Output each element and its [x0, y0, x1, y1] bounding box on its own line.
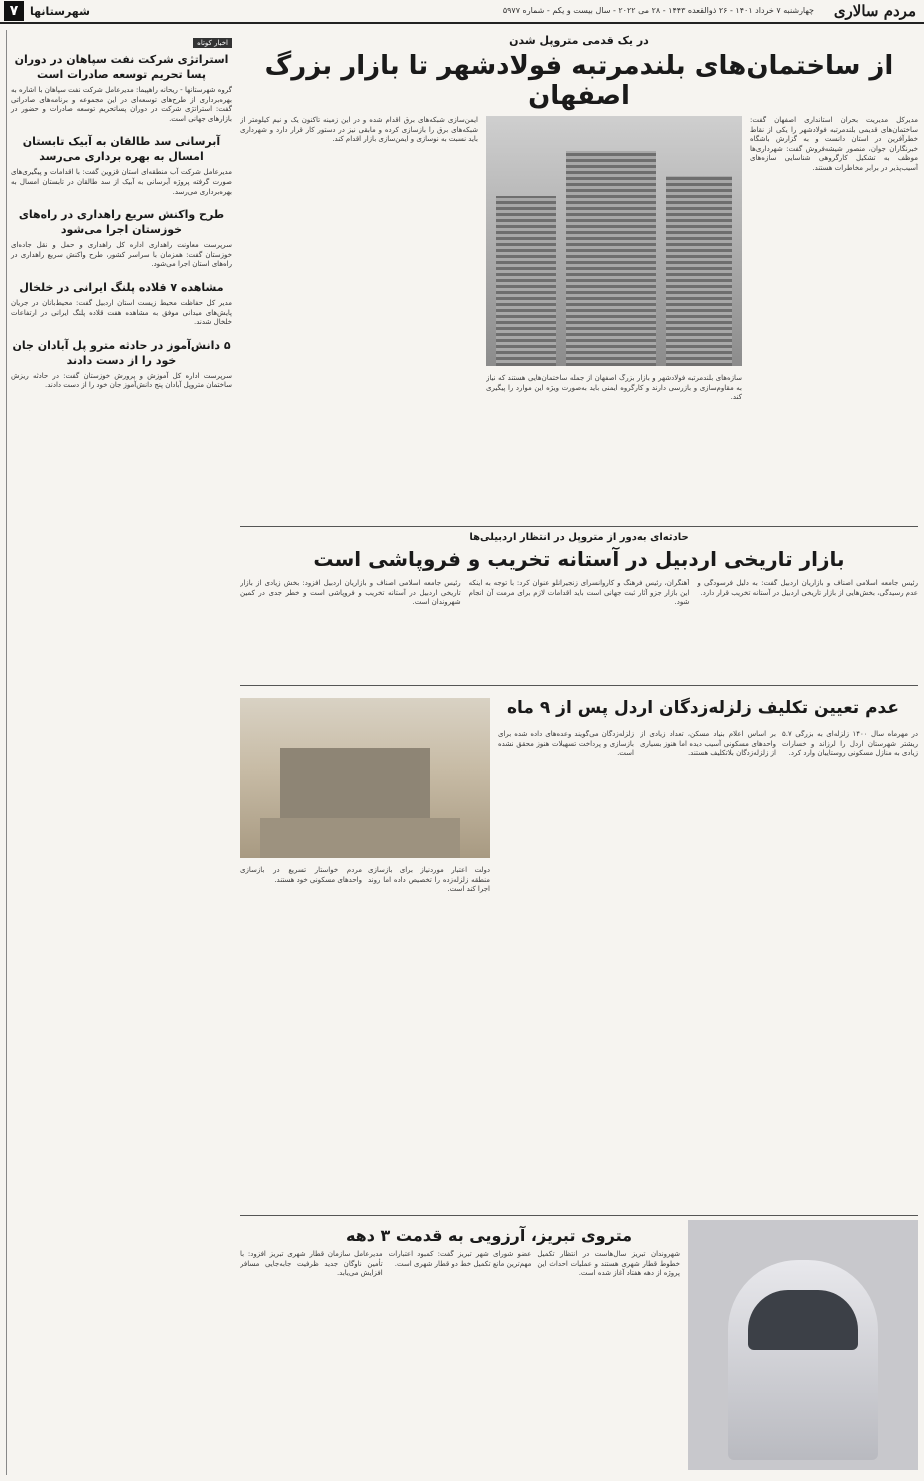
article1 [240, 116, 918, 524]
news-item-title[interactable]: مشاهده ۷ قلاده پلنگ ایرانی در خلخال [19, 280, 224, 294]
article4-column: شهروندان تبریز سال‌هاست در انتظار تکمیل خطوط قطار شهری هستند و عملیات احداث این پروژه از دهه هفتاد آغاز شده است. [537, 1250, 680, 1278]
news-item-lede: گروه شهرستانها - ریحانه راهپیما: مدیرعامل شرکت نفت سپاهان با اشاره به بهره‌برداری از طرح‌های توسعه‌ای در این مجموعه و برنامه‌های صادراتی گفت: استراتژی شرکت در دوران پساتحریم توسعه صادرات و حضور در بازارهای جهانی است. [11, 86, 232, 123]
news-item-lede: سرپرست معاونت راهداری اداره کل راهداری و حمل و نقل جاده‌ای خوزستان گفت: همزمان با سراسر کشور، طرح واکنش سریع راهداری در راه‌های استان اجرا می‌شود. [11, 241, 232, 269]
news-item-lede: مدیرعامل شرکت آب منطقه‌ای استان قزوین گفت: با اقدامات و پیگیری‌های صورت گرفته پروژه آبرسانی به آبیک از سد طالقان در تابستان امسال به بهره‌برداری می‌رسد. [11, 168, 232, 196]
news-item[interactable] [11, 338, 232, 391]
building-shape [566, 151, 656, 366]
article2-column: آهنگران، رئیس فرهنگ و کاروانسرای زنجیرانلو عنوان کرد: با توجه به اینکه این بازار جزو آثار ثبت جهانی است باید اقدامات لازم برای مرمت آن انجام شود. [468, 579, 690, 607]
news-item[interactable] [11, 280, 232, 328]
section-name: شهرستانها [30, 5, 90, 18]
news-item-title[interactable]: ۵ دانش‌آموز در حادثه مترو پل آبادان جان خود را از دست دادند [12, 338, 231, 367]
article2-columns [240, 579, 918, 671]
earthquake-damage-photo[interactable] [240, 698, 490, 858]
article2-headline[interactable]: بازار تاریخی اردبیل در آستانه تخریب و فروپاشی است [313, 547, 845, 571]
article1-column: ایمن‌سازی شبکه‌های برق اقدام شده و در این زمینه تاکنون یک و نیم کیلومتر از شبکه‌های برق را بازسازی کرده و مابقی نیز در دستور کار قرار دارد و شهرداری باید نسبت به نوسازی و ایمن‌سازی بازار اقدام کند. [240, 116, 478, 144]
article3-column: دولت اعتبار موردنیاز برای بازسازی منطقه زلزله‌زده را تخصیص داده اما روند اجرا کند است. [368, 866, 490, 894]
page-number: ۷ [4, 1, 24, 21]
news-item[interactable] [11, 52, 232, 124]
article3-column: زلزله‌زدگان می‌گویند وعده‌های داده شده برای بازسازی و پرداخت تسهیلات هنوز محقق نشده است. [498, 730, 634, 758]
news-item-lede: مدیر کل حفاظت محیط زیست استان اردبیل گفت: محیط‌بانان در جریان پایش‌های میدانی موفق به مشاهده هفت قلاده پلنگ ایرانی در ارتفاعات خلخال شدند. [11, 298, 232, 327]
article3-column: مردم خواستار تسریع در بازسازی واحدهای مسکونی خود هستند. [240, 866, 362, 884]
article4-columns [240, 1250, 680, 1475]
rubble-shape [260, 818, 460, 858]
article4-column: مدیرعامل سازمان قطار شهری تبریز افزود: با تأمین ناوگان جدید ظرفیت جابه‌جایی مسافر افزایش می‌یابد. [239, 1250, 383, 1278]
divider [240, 526, 918, 527]
masthead [0, 0, 924, 24]
news-item[interactable] [11, 134, 232, 197]
news-item-lede: سرپرست اداره کل آموزش و پرورش خوزستان گفت: در حادثه ریزش ساختمان متروپل آبادان پنج دانش‌آموز جان خود را از دست دادند. [11, 371, 232, 390]
metro-train-photo[interactable] [688, 1220, 918, 1470]
article3-headline[interactable]: عدم تعیین تکلیف زلزله‌زدگان اردل پس از ۹ ماه [507, 698, 899, 718]
damaged-wall-shape [280, 748, 430, 818]
building-shape [666, 176, 732, 366]
article1-headline[interactable]: از ساختمان‌های بلندمرتبه فولادشهر تا بازار بزرگ اصفهان [264, 51, 894, 111]
newspaper-logo: مردم سالاری [833, 2, 916, 20]
article2-column: رئیس جامعه اسلامی اصناف و بازاریان اردبیل گفت: به دلیل فرسودگی و عدم رسیدگی، بخش‌هایی از بازار تاریخی اردبیل در آستانه تخریب قرار دارد. [697, 579, 918, 597]
article4-column: عضو شورای شهر تبریز گفت: کمبود اعتبارات مهم‌ترین مانع تکمیل خط دو قطار شهری است. [388, 1250, 532, 1268]
article3-columns [498, 730, 918, 1210]
building-shape [496, 196, 556, 366]
article1-column: سازه‌های بلندمرتبه فولادشهر و بازار بزرگ اصفهان از جمله ساختمان‌هایی هستند که نیاز به مقاوم‌سازی و بازرسی دارند و کارگروه ایمنی باید به‌صورت ویژه این موارد را پیگیری کند. [486, 374, 742, 402]
news-item[interactable] [11, 207, 232, 270]
train-window-shape [748, 1290, 858, 1350]
article2-kicker: حادثه‌ای به‌دور از متروپل در انتظار اردبیلی‌ها [469, 532, 689, 543]
article3-column: در مهرماه سال ۱۴۰۰ زلزله‌ای به بزرگی ۵.۷ ریشتر شهرستان اردل را لرزاند و خسارات زیادی به منازل مسکونی روستاییان وارد کرد. [782, 730, 918, 758]
article1-column: مدیرکل مدیریت بحران استانداری اصفهان گفت: ساختمان‌های قدیمی بلندمرتبه فولادشهر را یکی از نقاط خطرآفرین در استان دانست و به گزارش باشگاه خبرنگاران جوان، منصور شیشه‌فروش گفت: شهرداری‌ها موظف به تشکیل کارگروهی شناسایی سازه‌های آسیب‌پذیر در برابر مخاطرات هستند. [750, 116, 918, 172]
divider [240, 1215, 918, 1216]
article2-column: رئیس جامعه اسلامی اصناف و بازاریان اردبیل افزود: بخش زیادی از بازار تاریخی اردبیل در آستانه تخریب و فروپاشی است و خطر جدی در کمین شهروندان است. [239, 579, 461, 607]
news-item-title[interactable]: آبرسانی سد طالقان به آبیک تابستان امسال به بهره برداری می‌رسد [22, 135, 221, 164]
news-item-title[interactable]: طرح واکنش سریع راهداری در راه‌های خوزستان اجرا می‌شود [18, 208, 225, 237]
news-item-title[interactable]: استراتژی شرکت نفت سپاهان در دوران پسا تحریم توسعه صادرات است [14, 53, 229, 81]
highrise-buildings-photo[interactable] [486, 116, 742, 366]
divider [240, 685, 918, 686]
short-news-column [6, 30, 232, 1475]
dateline: چهارشنبه ۷ خرداد ۱۴۰۱ - ۲۶ ذوالقعده ۱۴۴۳ - ۲۸ می ۲۰۲۲ - سال بیست و یکم - شماره ۵۹۷۷ [502, 6, 814, 15]
article2 [240, 532, 918, 682]
article3 [240, 690, 918, 1210]
article3-column: بر اساس اعلام بنیاد مسکن، تعداد زیادی از واحدهای مسکونی آسیب دیده اما هنوز بسیاری از زلزله‌زدگان بلاتکلیف هستند. [640, 730, 776, 758]
article4 [240, 1220, 918, 1475]
article1-kicker: در یک قدمی متروپل شدن [509, 34, 649, 47]
main-content [239, 30, 918, 1278]
article3-lower-columns [240, 866, 490, 1210]
short-news-tag: اخبار کوتاه [193, 38, 232, 48]
article4-headline[interactable]: متروی تبریز، آرزویی به قدمت ۳ دهه [345, 1226, 633, 1245]
